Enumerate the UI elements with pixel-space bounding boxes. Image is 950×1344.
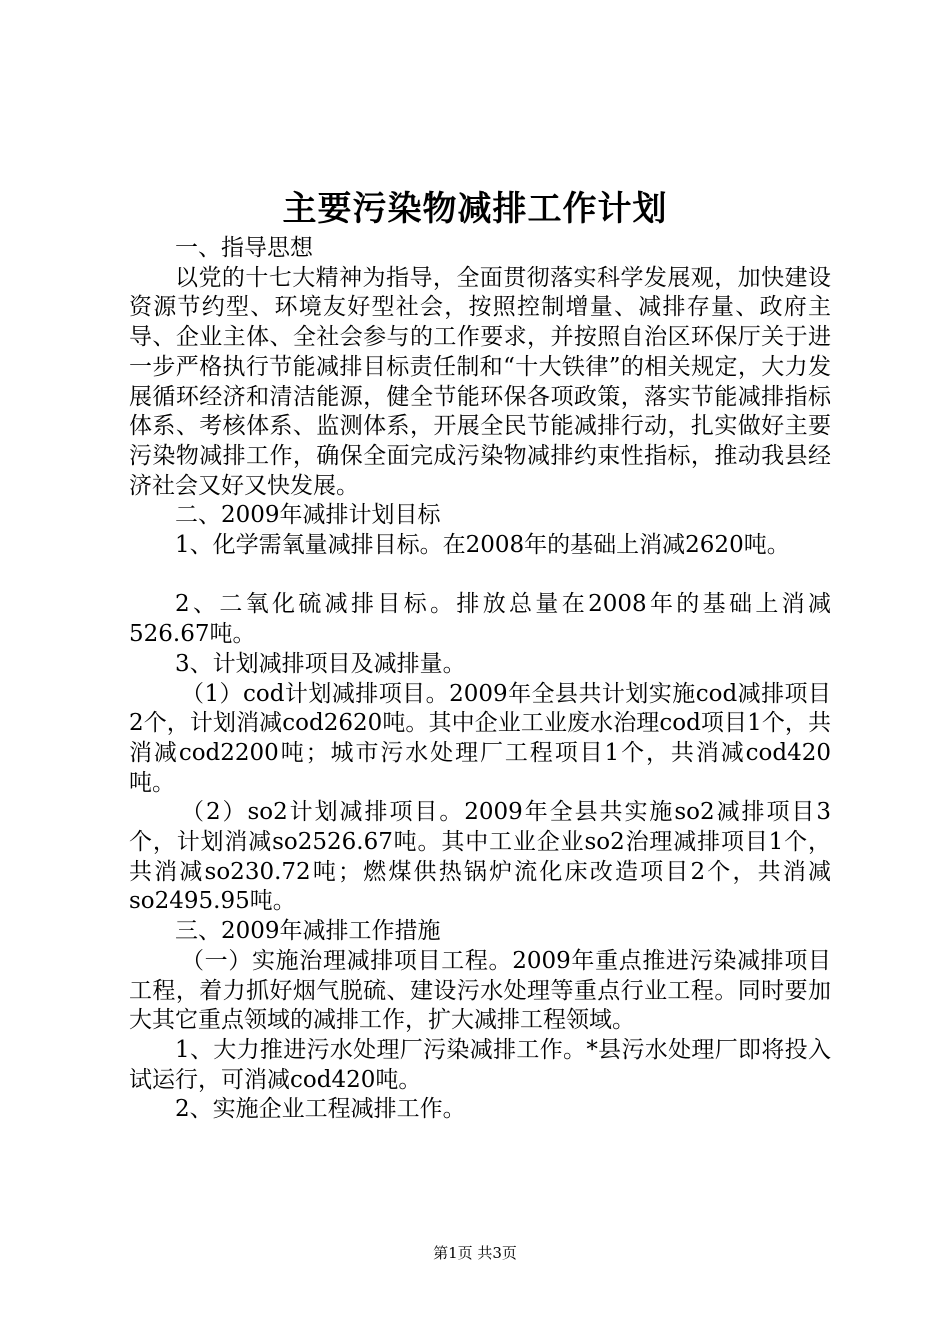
- document-title: 主要污染物减排工作计划: [282, 189, 668, 229]
- section-heading-targets: 二、2009年减排计划目标: [175, 502, 441, 529]
- paragraph-so2-projects: （2）so2计划减排项目。2009年全县共实施so2减排项目3个，计划消减so2526.67吨。其中工业企业so2治理减排项目1个，共消减so230.72吨；燃煤供热锅炉流化床改造项目2个，共消减so2495.95吨。: [129, 799, 831, 915]
- paragraph-cod-projects: （1）cod计划减排项目。2009年全县共计划实施cod减排项目2个，计划消减cod2620吨。其中企业工业废水治理cod项目1个，共消减cod2200吨；城市污水处理厂工程项目1个，共消减cod420吨。: [129, 680, 831, 796]
- paragraph-enterprise-projects: 2、实施企业工程减排工作。: [175, 1096, 466, 1123]
- section-heading-measures: 三、2009年减排工作措施: [175, 918, 441, 945]
- paragraph-so2-target: 2、二氧化硫减排目标。排放总量在2008年的基础上消减526.67吨。: [129, 591, 831, 648]
- paragraph-guiding-thought: 以党的十七大精神为指导，全面贯彻落实科学发展观，加快建设资源节约型、环境友好型社会，按照控制增量、减排存量、政府主导、企业主体、全社会参与的工作要求，并按照自治区环保厅关于进一步严格执行节能减排目标责任制和“十大铁律”的相关规定，大力发展循环经济和清洁能源，健全节能环保各项政策，落实节能减排指标体系、考核体系、监测体系，开展全民节能减排行动，扎实做好主要污染物减排工作，确保全面完成污染物减排约束性指标，推动我县经济社会又好又快发展。: [129, 264, 831, 499]
- paragraph-planned-projects: 3、计划减排项目及减排量。: [175, 650, 466, 677]
- paragraph-cod-target: 1、化学需氧量减排目标。在2008年的基础上消减2620吨。: [175, 532, 790, 559]
- paragraph-measure-one: （一）实施治理减排项目工程。2009年重点推进污染减排项目工程，着力抓好烟气脱硫、建设污水处理等重点行业工程。同时要加大其它重点领域的减排工作，扩大减排工程领域。: [129, 947, 831, 1034]
- paragraph-sewage-plant: 1、大力推进污水处理厂污染减排工作。*县污水处理厂即将投入试运行，可消减cod420吨。: [129, 1036, 831, 1093]
- page-footer: 第1页 共3页: [433, 1244, 517, 1262]
- document-body: [129, 234, 831, 1125]
- section-heading-guiding-thought: 一、指导思想: [175, 235, 313, 261]
- blank-line: [129, 561, 831, 591]
